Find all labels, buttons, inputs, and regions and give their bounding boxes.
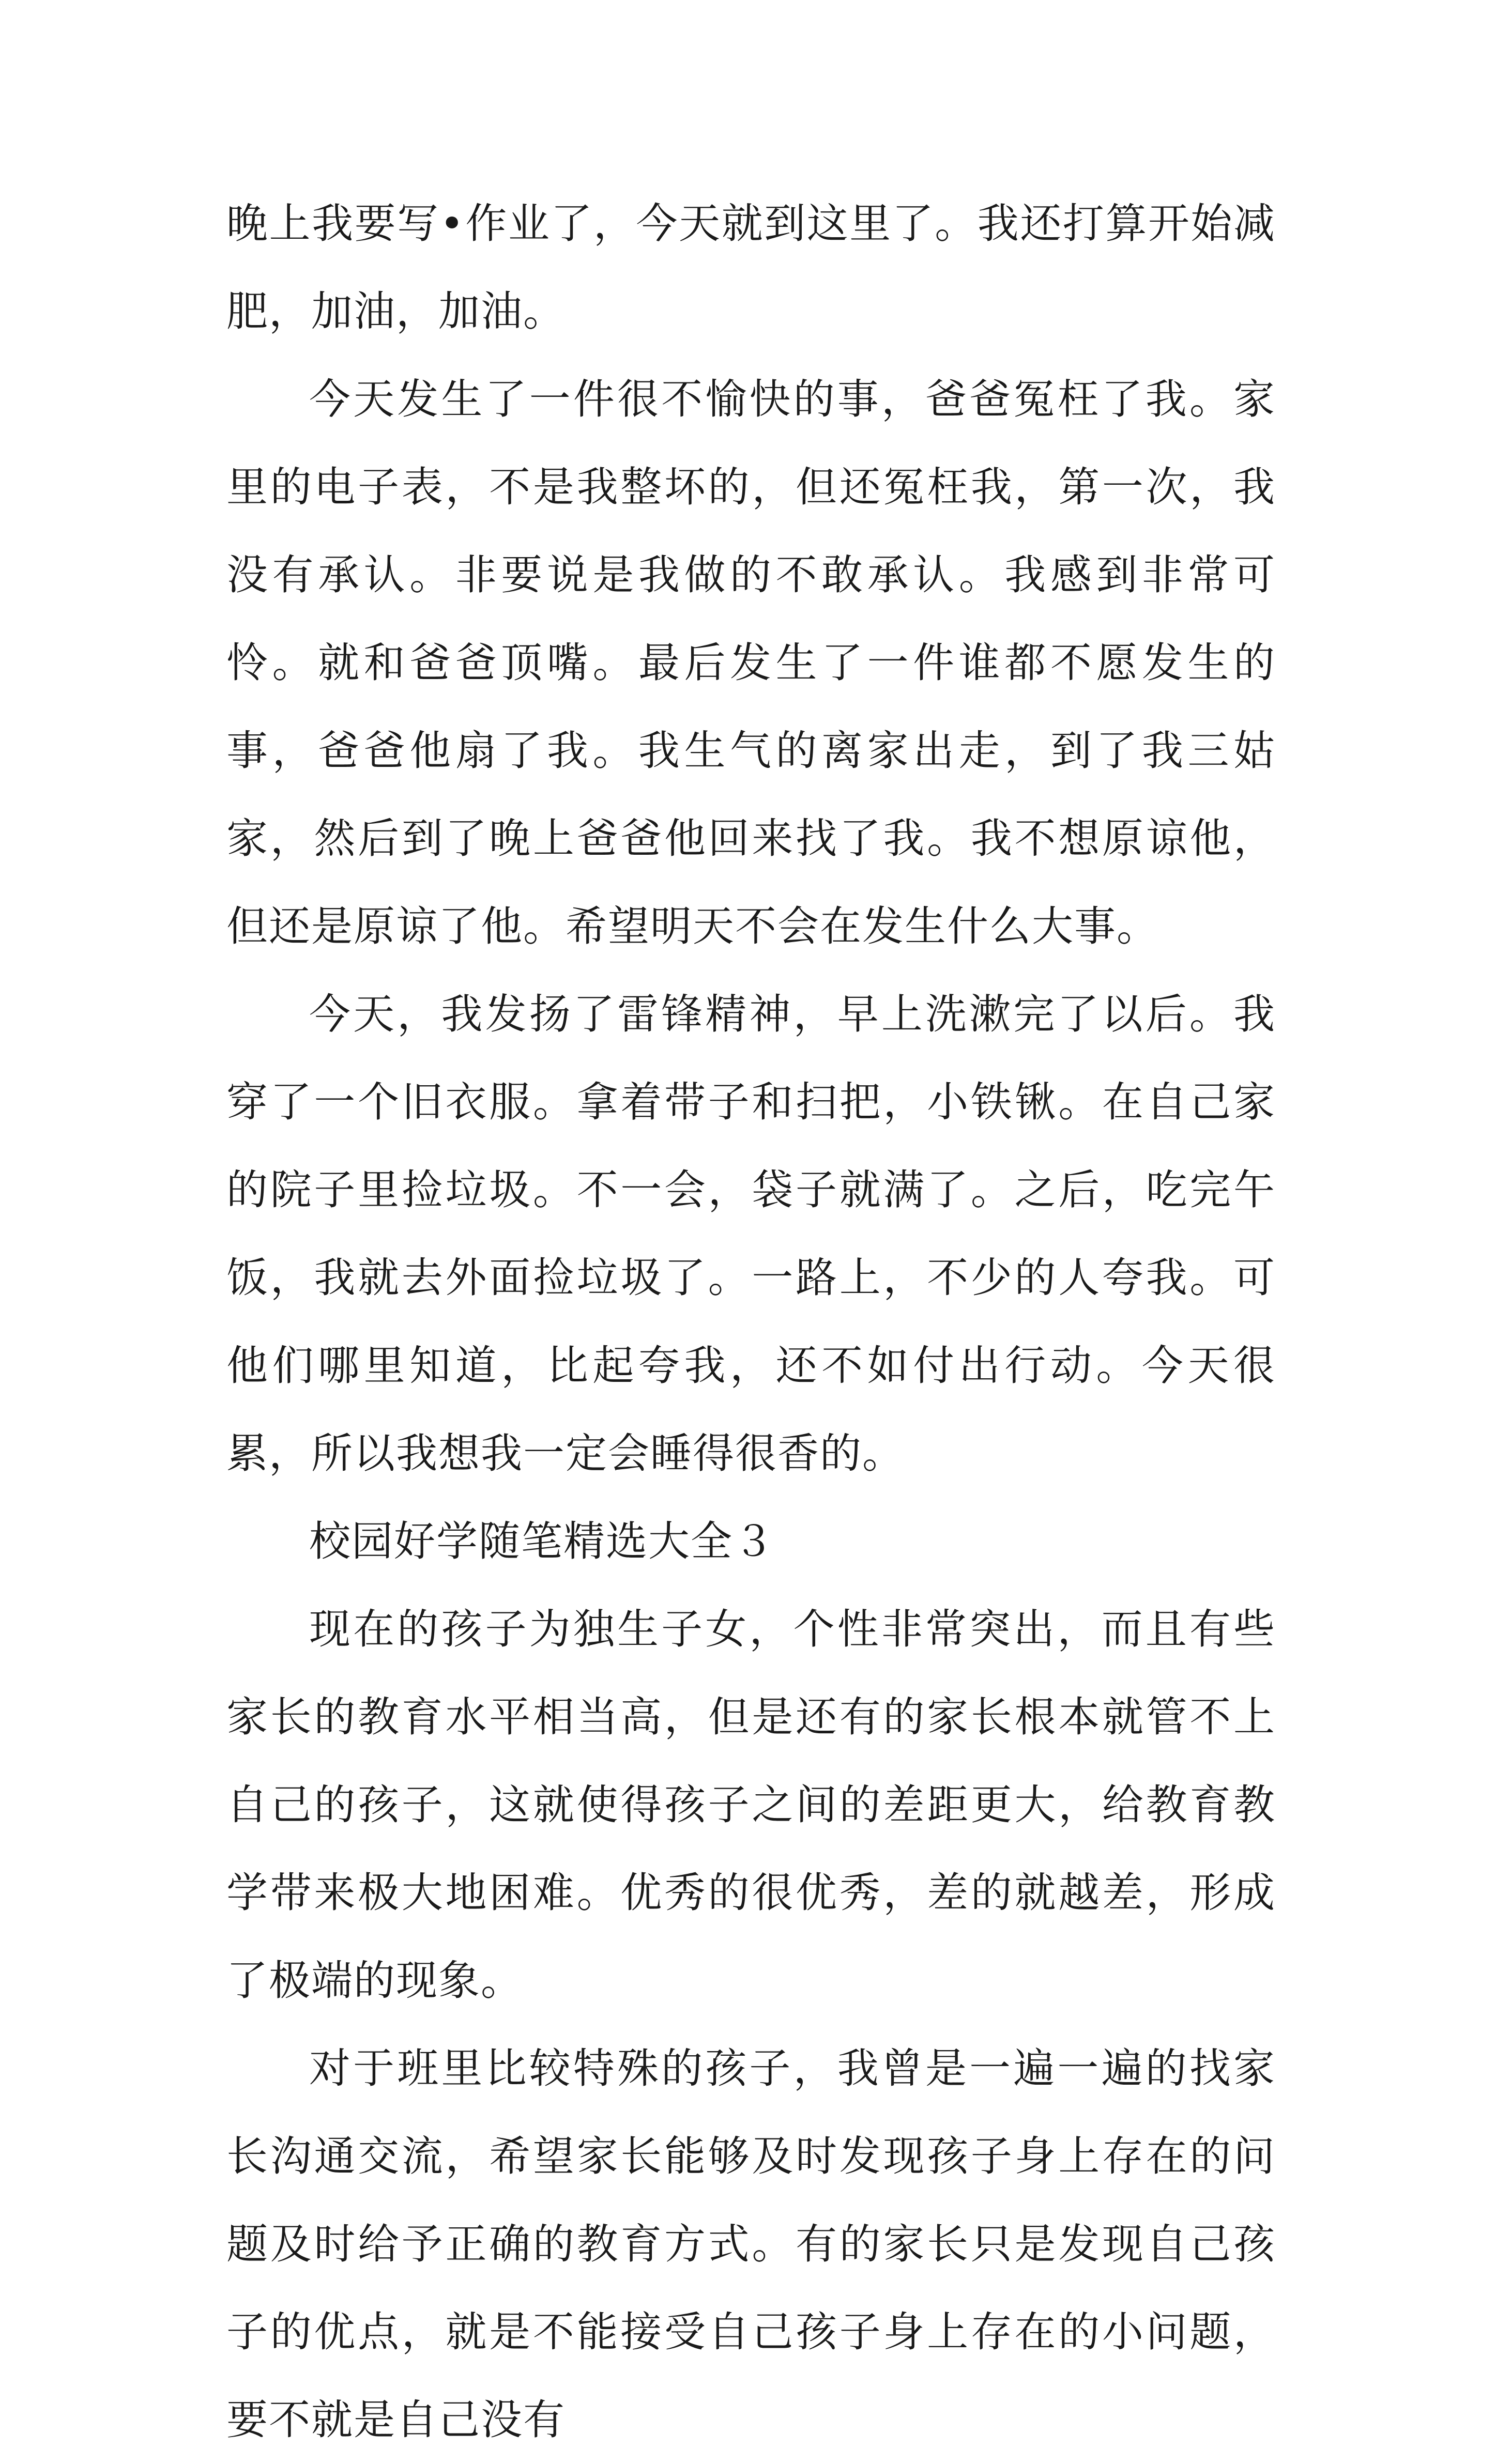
paragraph-diary-wronged: 今天发生了一件很不愉快的事，爸爸冤枉了我。家里的电子表，不是我整坏的，但还冤枉我，第一次，我没有承认。非要说是我做的不敢承认。我感到非常可怜。就和爸爸顶嘴。最后发生了一件谁都不愿发生的事，爸爸他扇了我。我生气的离家出走，到了我三姑家，然后到了晚上爸爸他回来找了我。我不想原谅他，但还是原谅了他。希望明天不会在发生什么大事。 xyxy=(226,375,1276,950)
paragraph-continuation: 晚上我要写•作业了，今天就到这里了。我还打算开始减肥，加油，加油。 xyxy=(226,199,1276,335)
document-body xyxy=(226,180,1276,2464)
paragraph-special-children: 对于班里比较特殊的孩子，我曾是一遍一遍的找家长沟通交流，希望家长能够及时发现孩子身上存在的问题及时给予正确的教育方式。有的家长只是发现自己孩子的优点，就是不能接受自己孩子身上存在的小问题，要不就是自己没有 xyxy=(226,2044,1276,2444)
section-title: 校园好学随笔精选大全３ xyxy=(309,1517,775,1565)
paragraph-diary-leifeng: 今天，我发扬了雷锋精神，早上洗漱完了以后。我穿了一个旧衣服。拿着带子和扫把，小铁锹。在自己家的院子里捡垃圾。不一会，袋子就满了。之后，吃完午饭，我就去外面捡垃圾了。一路上，不少的人夸我。可他们哪里知道，比起夸我，还不如付出行动。今天很累，所以我想我一定会睡得很香的。 xyxy=(226,990,1276,1477)
paragraph-only-children: 现在的孩子为独生子女，个性非常突出，而且有些家长的教育水平相当高，但是还有的家长根本就管不上自己的孩子，这就使得孩子之间的差距更大，给教育教学带来极大地困难。优秀的很优秀，差的就越差，形成了极端的现象。 xyxy=(226,1605,1276,2005)
